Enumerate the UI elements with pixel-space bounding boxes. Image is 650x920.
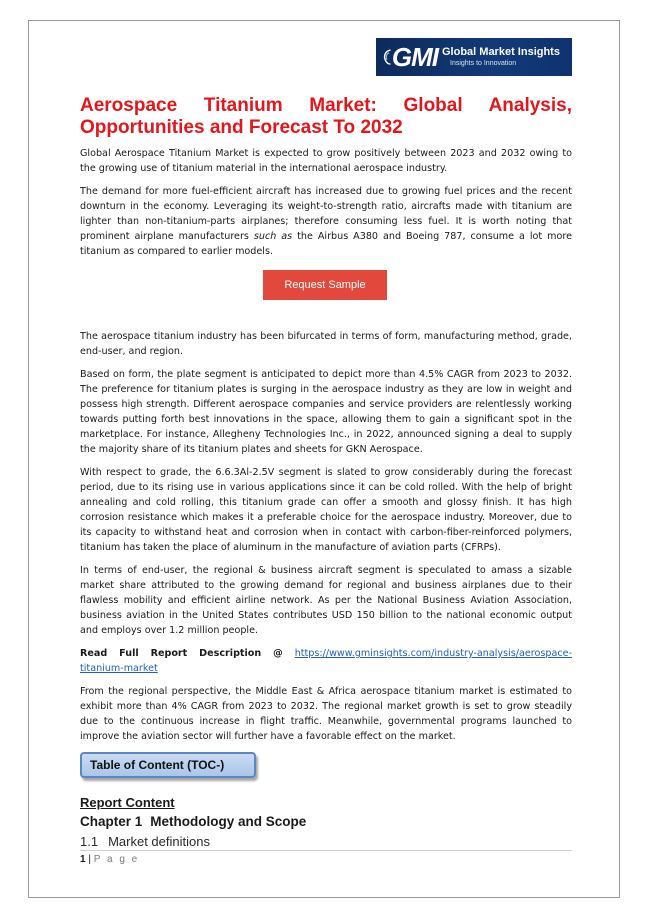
logo-company-name: Global Market Insights bbox=[442, 45, 560, 58]
demand-paragraph bbox=[80, 184, 572, 259]
section-title: Market definitions bbox=[108, 834, 210, 849]
report-content-heading: Report Content bbox=[80, 795, 175, 810]
demand-text-italic: such as bbox=[253, 231, 293, 242]
regional-paragraph: From the regional perspective, the Middle East & Africa aerospace titanium market is estimated to exhibit more than 4% CAGR from 2023 to 2032. The regional market growth is set to grow steadily due to the continuous increase in flight traffic. Meanwhile, governmental programs launched to improve the aviation sector will further have a favorable effect on the market. bbox=[80, 686, 572, 742]
section-number: 1.1 bbox=[80, 834, 99, 849]
footer-divider bbox=[80, 850, 572, 851]
chapter-title: Methodology and Scope bbox=[150, 814, 307, 829]
demand-text-b: the Airbus A380 and Boeing 787, consume a lot more titanium as compared to earlier models. bbox=[80, 231, 572, 257]
page-label: P a g e bbox=[93, 854, 140, 865]
page-footer bbox=[80, 854, 139, 865]
page-number: 1 bbox=[80, 854, 86, 865]
segments-paragraph: The aerospace titanium industry has been bifurcated in terms of form, manufacturing method, grade, end-user, and region. bbox=[80, 331, 572, 357]
toc-section-1-1 bbox=[80, 832, 572, 852]
globe-swirl-icon bbox=[382, 44, 392, 70]
document-title: Aerospace Titanium Market: Global Analysis, Opportunities and Forecast To 2032 bbox=[80, 95, 572, 138]
report-link-label: Read Full Report Description @ bbox=[80, 648, 295, 659]
report-link[interactable]: https://www.gminsights.com/industry-analysis/aerospace-titanium-market bbox=[80, 648, 572, 674]
request-sample-area bbox=[80, 267, 572, 321]
request-sample-button[interactable]: Request Sample bbox=[263, 270, 387, 300]
logo-letters: GMI bbox=[391, 42, 438, 72]
logo-text bbox=[442, 46, 560, 69]
chapter-number: Chapter 1 bbox=[80, 814, 143, 829]
gmi-logo-mark bbox=[382, 42, 438, 72]
footer-separator: | bbox=[88, 854, 91, 865]
grade-paragraph: With respect to grade, the 6.6.3Al-2.5V segment is slated to grow considerably during the forecast period, due to its rising use in various applications since it can be cold rolled. With the help of bright annealing and cold rolling, this titanium grade can offer a smooth and glossy finish. It has high corrosion resistance which makes it a preferable choice for the aerospace industry. Moreover, due to its capacity to withstand heat and corrosion when in contact with carbon-fiber-reinforced polymers, titanium has taken the place of aluminum in the manufacture of aviation parts (CFRPs). bbox=[80, 467, 572, 553]
toc-button-area bbox=[80, 752, 572, 790]
intro-paragraph: Global Aerospace Titanium Market is expected to grow positively between 2023 and 2032 owing to the growing use of titanium material in the international aerospace industry. bbox=[80, 148, 572, 174]
company-logo[interactable] bbox=[376, 38, 572, 76]
form-paragraph: Based on form, the plate segment is anticipated to depict more than 4.5% CAGR from 2023 to 2032. The preference for titanium plates is surging in the aerospace industry as they are low in weight and possess high strength. Different aerospace companies and service providers are relentlessly working towards putting forth best innovations in the space, allowing them to gain a significant spot in the marketplace. For instance, Allegheny Technologies Inc., in 2022, announced signing a deal to supply the majority share of its titanium plates and sheets for GKN Aerospace. bbox=[80, 369, 572, 455]
toc-chapter-1 bbox=[80, 812, 572, 832]
document-body bbox=[80, 146, 572, 852]
report-link-paragraph bbox=[80, 646, 572, 676]
logo-tagline: Insights to Innovation bbox=[450, 59, 517, 67]
table-of-content-button[interactable]: Table of Content (TOC-) bbox=[80, 752, 256, 778]
enduser-paragraph: In terms of end-user, the regional & business aircraft segment is speculated to amass a sizable market share attributed to the growing demand for regional and business airplanes due to their flawless mobility and efficient airline network. As per the National Business Aviation Association, business aviation in the United States contributes USD 150 billion to the national economic output and employs over 1.2 million people. bbox=[80, 565, 572, 636]
demand-text-a: The demand for more fuel-efficient aircraft has increased due to growing fuel prices and the recent downturn in the economy. Leveraging its weight-to-strength ratio, aircrafts made with titanium are lighter than non-titanium-parts airplanes; therefore consuming less fuel. It is worth noting that prominent airplane manufacturers bbox=[80, 186, 572, 242]
